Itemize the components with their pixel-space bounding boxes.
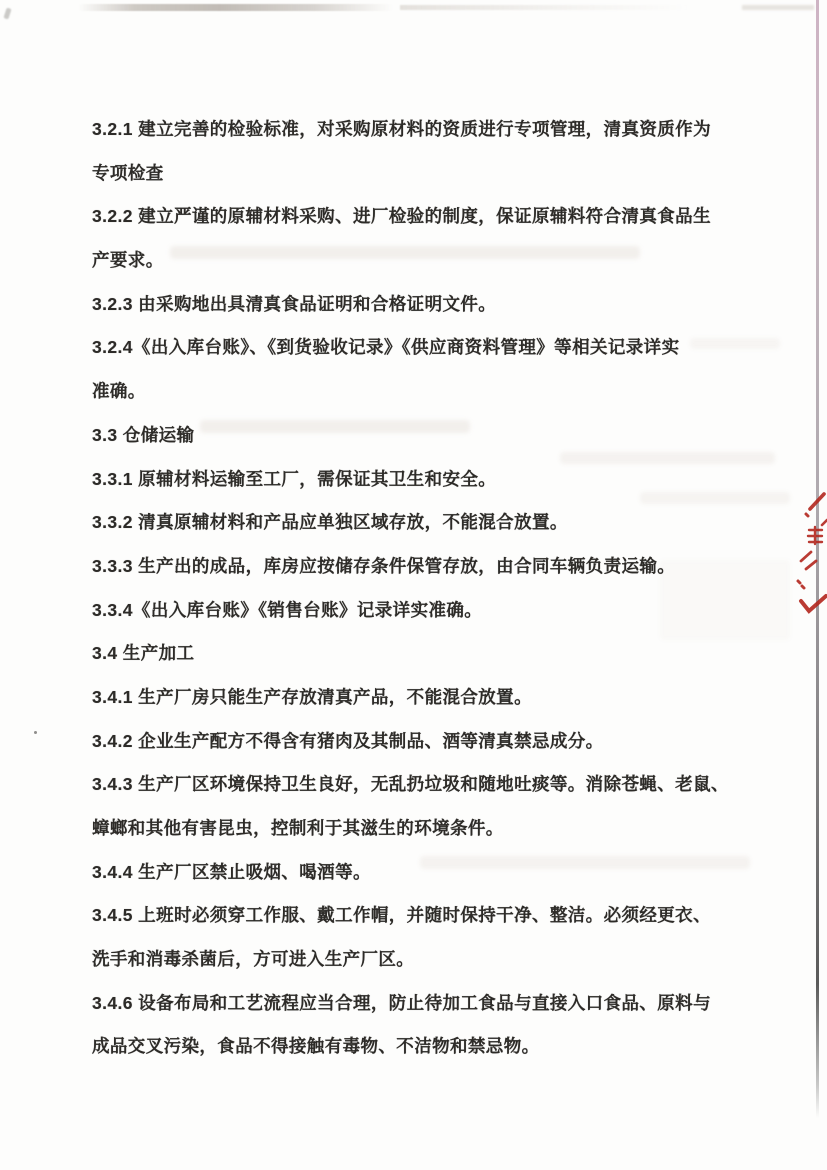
document-line: 3.4.5 上班时必须穿工作服、戴工作帽，并随时保持干净、整洁。必须经更衣、 (92, 905, 711, 926)
document-line: 3.4.6 设备布局和工艺流程应当合理，防止待加工食品与直接入口食品、原料与 (92, 992, 711, 1013)
scan-mark-top-left (3, 7, 11, 19)
red-ink-annotation (793, 488, 827, 648)
document-line: 蟑螂和其他有害昆虫，控制利于其滋生的环境条件。 (92, 818, 504, 838)
scan-smudge-top (78, 4, 393, 11)
document-line: 3.3.3 生产出的成品，库房应按储存条件保管存放，由合同车辆负责运输。 (92, 555, 676, 576)
document-line: 3.3.2 清真原辅材料和产品应单独区域存放，不能混合放置。 (92, 512, 568, 533)
document-line: 3.2.1 建立完善的检验标准，对采购原材料的资质进行专项管理，清真资质作为 (92, 119, 711, 139)
document-line: 3.2.4《出入库台账》、《到货验收记录》《供应商资料管理》等相关记录详实 (92, 337, 680, 358)
scan-smudge-top-right (742, 5, 814, 10)
document-line: 3.4.1 生产厂房只能生产存放清真产品，不能混合放置。 (92, 686, 532, 707)
scan-smudge-top-mid (400, 5, 690, 10)
document-line: 3.2.2 建立严谨的原辅材料采购、进厂检验的制度，保证原辅料符合清真食品生 (92, 206, 711, 227)
document-line: 3.4.4 生产厂区禁止吸烟、喝酒等。 (92, 861, 371, 882)
document-line: 准确。 (92, 381, 146, 402)
document-line: 3.3.1 原辅材料运输至工厂，需保证其卫生和安全。 (92, 468, 497, 489)
stray-ink-dot (34, 731, 37, 734)
document-line: 3.3.4《出入库台账》《销售台账》记录详实准确。 (92, 599, 483, 620)
document-line: 产要求。 (92, 250, 164, 271)
document-line: 专项检查 (92, 162, 164, 183)
document-line: 3.4.3 生产厂区环境保持卫生良好，无乱扔垃圾和随地吐痰等。消除苍蝇、老鼠、 (92, 774, 729, 795)
document-line: 洗手和消毒杀菌后，方可进入生产厂区。 (92, 949, 415, 970)
document-line: 成品交叉污染，食品不得接触有毒物、不洁物和禁忌物。 (92, 1036, 540, 1057)
document-line: 3.4.2 企业生产配方不得含有猪肉及其制品、酒等清真禁忌成分。 (92, 730, 604, 751)
document-line: 3.4 生产加工 (92, 643, 195, 664)
document-body (92, 108, 752, 1069)
document-line: 3.3 仓储运输 (92, 424, 195, 445)
document-line: 3.2.3 由采购地出具清真食品证明和合格证明文件。 (92, 293, 497, 314)
